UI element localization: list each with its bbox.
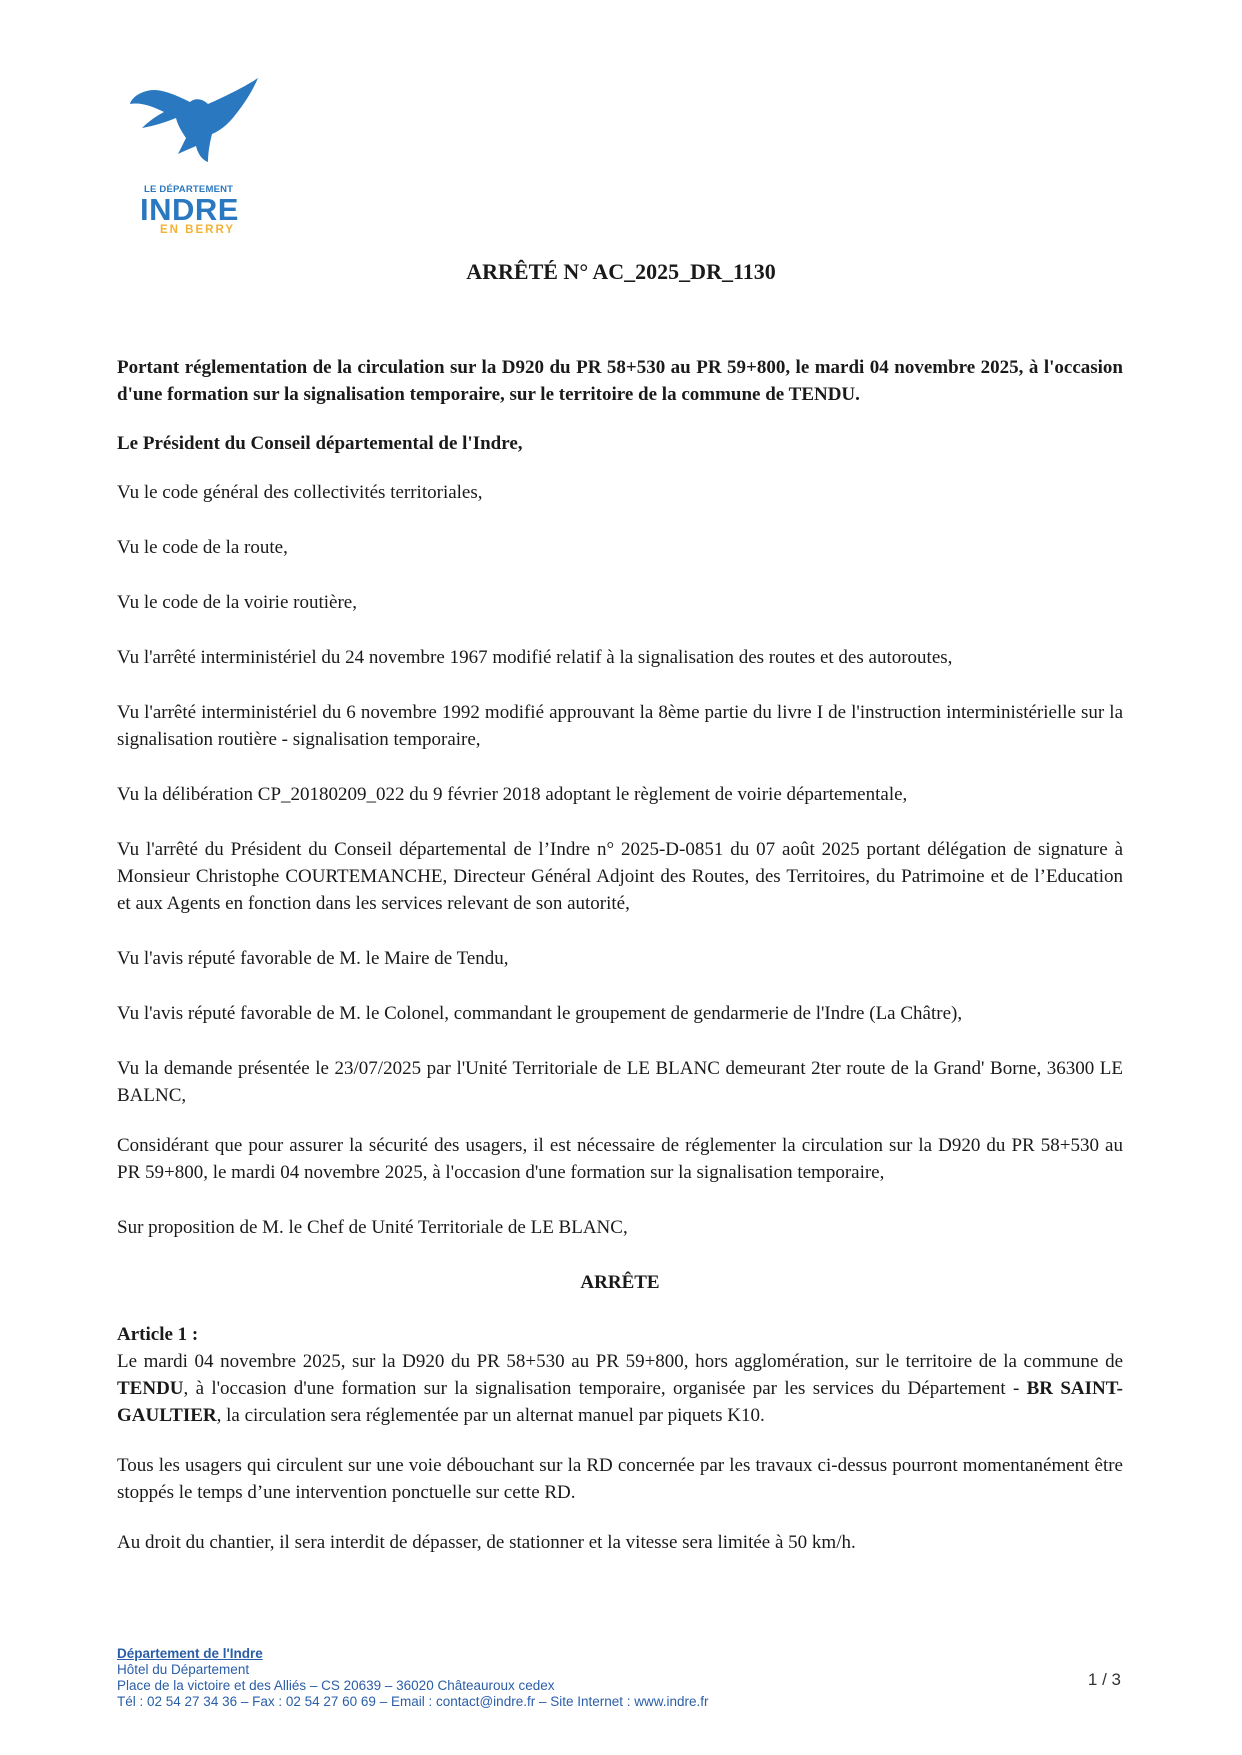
vu-item: Vu la demande présentée le 23/07/2025 par l'Unité Territoriale de LE BLANC demeurant 2ter route de la Grand' Borne, 36300 LE BALNC, bbox=[117, 1058, 1123, 1106]
bird-icon bbox=[126, 76, 266, 186]
vu-item: Vu l'avis réputé favorable de M. le Maire de Tendu, bbox=[117, 948, 509, 969]
considerant: Considérant que pour assurer la sécurité des usagers, il est nécessaire de réglementer la circulation sur la D920 du PR 58+530 au PR 59+800, le mardi 04 novembre 2025, à l'occasion d'une formation sur la signalisation temporaire, bbox=[117, 1135, 1123, 1183]
vu-item: Vu l'arrêté du Président du Conseil départemental de l’Indre n° 2025-D-0851 du 07 août 2025 portant délégation de signature à Monsieur Christophe COURTEMANCHE, Directeur Général Adjoint des Routes, des Territoires, du Patrimoine et de l’Education et aux Agents en fonction dans les services relevant de son autorité, bbox=[117, 839, 1123, 914]
subject: Portant réglementation de la circulation sur la D920 du PR 58+530 au PR 59+800, le mardi 04 novembre 2025, à l'occasion d'une formation sur la signalisation temporaire, sur le territoire de la commune de TENDU. bbox=[117, 357, 1123, 405]
department-logo bbox=[126, 76, 266, 236]
article1-text: , à l'occasion d'une formation sur la signalisation temporaire, organisée par les services du Département - bbox=[183, 1378, 1027, 1399]
vu-item: Vu le code de la voirie routière, bbox=[117, 592, 357, 613]
vu-item: Vu le code de la route, bbox=[117, 537, 288, 558]
article1-paragraph bbox=[117, 1348, 1123, 1429]
proposition: Sur proposition de M. le Chef de Unité Territoriale de LE BLANC, bbox=[117, 1217, 628, 1238]
vu-item: Vu l'arrêté interministériel du 24 novembre 1967 modifié relatif à la signalisation des routes et des autoroutes, bbox=[117, 647, 953, 668]
document-body bbox=[117, 354, 1123, 1556]
footer-line: Hôtel du Département bbox=[117, 1662, 250, 1677]
article1-text: Le mardi 04 novembre 2025, sur la D920 du PR 58+530 au PR 59+800, hors agglomération, sur le territoire de la commune de bbox=[117, 1351, 1123, 1372]
vu-item: Vu l'avis réputé favorable de M. le Colonel, commandant le groupement de gendarmerie de l'Indre (La Châtre), bbox=[117, 1003, 963, 1024]
article1-text: , la circulation sera réglementée par un alternat manuel par piquets K10. bbox=[216, 1405, 765, 1426]
article1-paragraph-3: Au droit du chantier, il sera interdit de dépasser, de stationner et la vitesse sera limitée à 50 km/h. bbox=[117, 1532, 856, 1553]
footer-line: Tél : 02 54 27 34 36 – Fax : 02 54 27 60 69 – Email : contact@indre.fr – Site Internet : www.indre.fr bbox=[117, 1694, 709, 1709]
article1-heading: Article 1 : bbox=[117, 1324, 199, 1345]
document-title: ARRÊTÉ N° AC_2025_DR_1130 bbox=[466, 259, 776, 284]
arrete-heading: ARRÊTE bbox=[580, 1272, 660, 1293]
footer-line: Place de la victoire et des Alliés – CS 20639 – 36020 Châteauroux cedex bbox=[117, 1678, 555, 1693]
logo-line1: LE DÉPARTEMENT bbox=[144, 184, 234, 195]
commune-name: TENDU bbox=[117, 1378, 184, 1399]
footer-title[interactable]: Département de l'Indre bbox=[117, 1646, 263, 1661]
vu-item: Vu la délibération CP_20180209_022 du 9 février 2018 adoptant le règlement de voirie départementale, bbox=[117, 784, 908, 805]
vu-item: Vu le code général des collectivités territoriales, bbox=[117, 482, 483, 503]
article1-paragraph-2: Tous les usagers qui circulent sur une voie débouchant sur la RD concernée par les travaux ci-dessus pourront momentanément être stoppés le temps d’une intervention ponctuelle sur cette RD. bbox=[117, 1455, 1123, 1503]
logo-line3: EN BERRY bbox=[160, 224, 235, 236]
footer bbox=[117, 1646, 709, 1710]
page-number: 1 / 3 bbox=[1087, 1670, 1121, 1689]
service-name: BR SAINT-GAULTIER bbox=[117, 1378, 1123, 1426]
logo-line2: INDRE bbox=[140, 192, 239, 227]
president-line: Le Président du Conseil départemental de l'Indre, bbox=[117, 433, 523, 454]
vu-item: Vu l'arrêté interministériel du 6 novembre 1992 modifié approuvant la 8ème partie du livre I de l'instruction interministérielle sur la signalisation routière - signalisation temporaire, bbox=[117, 702, 1123, 750]
